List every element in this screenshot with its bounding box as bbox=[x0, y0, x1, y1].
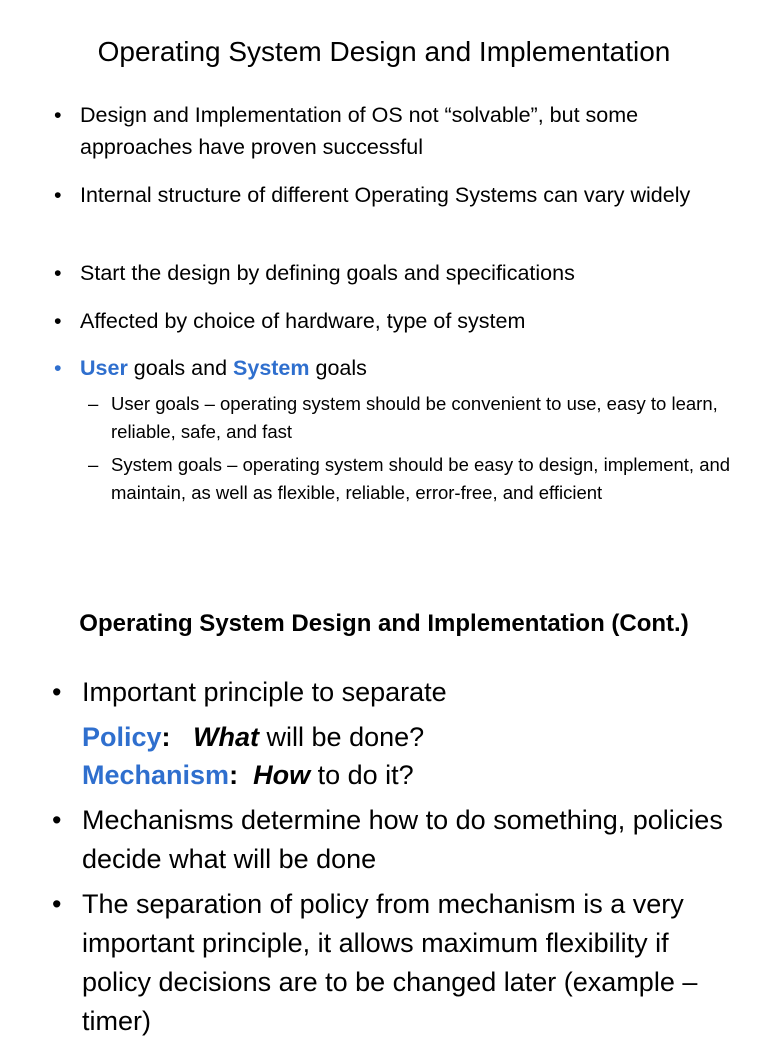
mechanism-label: Mechanism bbox=[82, 760, 230, 790]
bullet-icon: • bbox=[52, 805, 62, 835]
dash-icon: – bbox=[88, 454, 99, 475]
policy-what: What bbox=[193, 722, 260, 752]
policy-rest: will be done? bbox=[259, 722, 425, 752]
bullet-item bbox=[54, 179, 734, 211]
bullet-text: Start the design by defining goals and specifications bbox=[80, 261, 575, 285]
bullet-text: Mechanisms determine how to do something, policies decide what will be done bbox=[82, 805, 723, 874]
bullet-item bbox=[54, 99, 734, 163]
bullet-item-principle bbox=[52, 673, 742, 712]
bullet-icon: • bbox=[54, 356, 62, 380]
policy-colon: : bbox=[161, 722, 171, 752]
policy-label: Policy bbox=[82, 722, 162, 752]
goals-suffix: goals bbox=[309, 356, 367, 380]
policy-line bbox=[52, 718, 742, 757]
bullet-icon: • bbox=[52, 889, 62, 919]
mechanism-colon: : bbox=[229, 760, 239, 790]
slide1-title: Operating System Design and Implementation bbox=[97, 36, 671, 67]
slide2-title: Operating System Design and Implementation (Cont.) bbox=[79, 610, 689, 637]
dash-icon: – bbox=[88, 393, 99, 414]
mechanism-how: How bbox=[253, 760, 311, 790]
bullet-text: The separation of policy from mechanism is a very important principle, it allows maximum flexibility if policy decisions are to be changed later (example – timer) bbox=[82, 889, 698, 1036]
mechanism-line bbox=[52, 756, 742, 795]
sub-bullet-item bbox=[88, 390, 738, 446]
bullet-item bbox=[52, 801, 742, 879]
mechanism-rest: to do it? bbox=[310, 760, 414, 790]
system-goals-label: System bbox=[233, 356, 310, 380]
sub-bullet-text: System goals – operating system should be easy to design, implement, and maintain, as well as flexible, reliable, error-free, and efficient bbox=[111, 454, 731, 503]
bullet-icon: • bbox=[54, 183, 62, 207]
bullet-text: Affected by choice of hardware, type of system bbox=[80, 309, 526, 333]
bullet-text: Internal structure of different Operating Systems can vary widely bbox=[80, 183, 691, 207]
bullet-text bbox=[80, 352, 734, 384]
bullet-icon: • bbox=[54, 309, 62, 333]
user-goals-label: User bbox=[80, 356, 128, 380]
bullet-item bbox=[54, 305, 734, 337]
sub-bullet-text: User goals – operating system should be convenient to use, easy to learn, reliable, safe, and fast bbox=[111, 393, 718, 442]
bullet-item bbox=[54, 257, 734, 289]
sub-bullet-item bbox=[88, 451, 738, 507]
bullet-text: Important principle to separate bbox=[82, 677, 447, 707]
bullet-item bbox=[52, 885, 742, 1041]
bullet-icon: • bbox=[54, 261, 62, 285]
bullet-icon: • bbox=[54, 103, 62, 127]
bullet-item-goals bbox=[54, 352, 734, 384]
bullet-text: Design and Implementation of OS not “solvable”, but some approaches have proven successful bbox=[80, 103, 639, 159]
bullet-icon: • bbox=[52, 677, 62, 707]
goals-connector: goals and bbox=[127, 356, 234, 380]
